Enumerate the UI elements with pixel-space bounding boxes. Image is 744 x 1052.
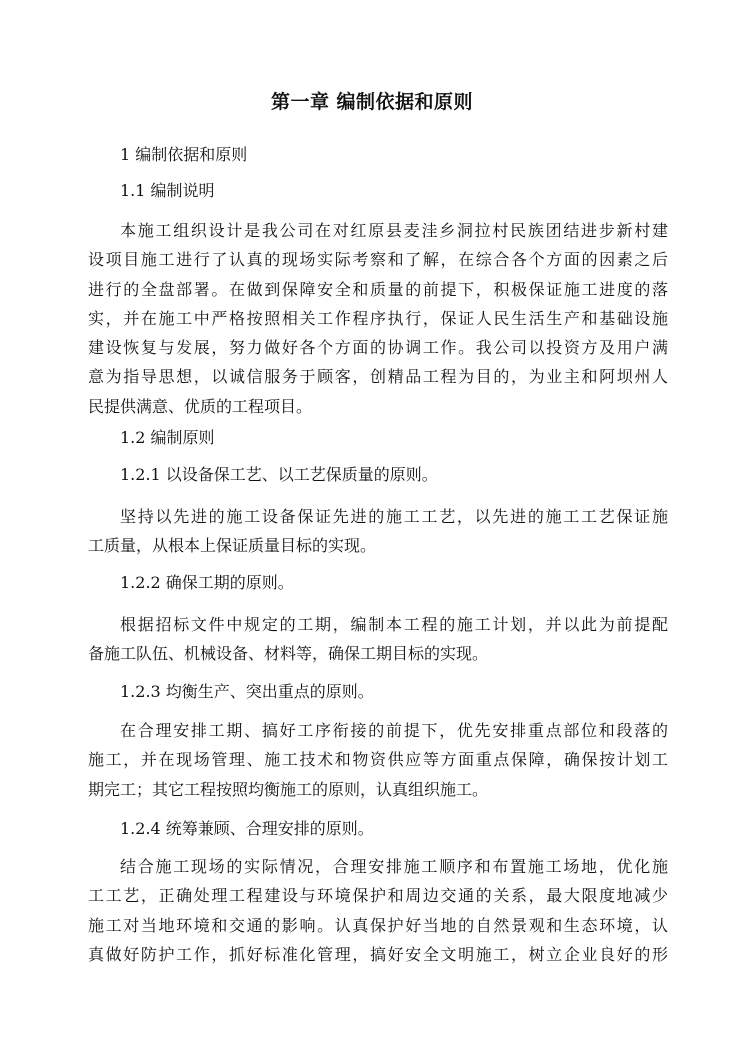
section-heading-1-2-4: 1.2.4 统筹兼顾、合理安排的原则。 — [120, 819, 374, 838]
paragraph-line: 工工艺，正确处理工程建设与环境保护和周边交通的关系，最大限度地减少 — [88, 886, 668, 906]
paragraph-line: 意为指导思想，以诚信服务于顾客，创精品工程为目的，为业主和阿坝州人 — [88, 367, 668, 387]
paragraph-line: 建设恢复与发展，努力做好各个方面的协调工作。我公司以投资方及用户满 — [88, 338, 668, 358]
paragraph-line: 施工，并在现场管理、施工技术和物资供应等方面重点保障，确保按计划工 — [88, 750, 668, 770]
section-heading-1-2-1: 1.2.1 以设备保工艺、以工艺保质量的原则。 — [120, 465, 438, 484]
paragraph-1-2-1 — [88, 502, 668, 561]
paragraph-1-2-4 — [88, 852, 668, 969]
paragraph-line: 工质量，从根本上保证质量目标的实现。 — [88, 536, 377, 556]
paragraph-line: 本施工组织设计是我公司在对红原县麦洼乡洞拉村民族团结进步新村建 — [120, 221, 668, 240]
section-heading-1: 1 编制依据和原则 — [120, 145, 248, 164]
paragraph-intro — [88, 216, 668, 421]
paragraph-line: 民提供满意、优质的工程项目。 — [88, 396, 313, 416]
section-heading-1-2-2: 1.2.2 确保工期的原则。 — [120, 573, 294, 592]
section-heading-1-2-3: 1.2.3 均衡生产、突出重点的原则。 — [120, 682, 374, 701]
section-heading-1-1: 1.1 编制说明 — [120, 181, 215, 200]
paragraph-line: 结合施工现场的实际情况，合理安排施工顺序和布置施工场地，优化施 — [120, 857, 668, 876]
paragraph-line: 实，并在施工中严格按照相关工作程序执行，保证人民生活生产和基础设施 — [88, 308, 668, 328]
paragraph-line: 备施工队伍、机械设备、材料等，确保工期目标的实现。 — [88, 644, 489, 664]
paragraph-line: 设项目施工进行了认真的现场实际考察和了解，在综合各个方面的因素之后 — [88, 250, 668, 270]
paragraph-line: 在合理安排工期、搞好工序衔接的前提下，优先安排重点部位和段落的 — [120, 721, 668, 740]
paragraph-1-2-2 — [88, 610, 668, 669]
paragraph-line: 进行的全盘部署。在做到保障安全和质量的前提下，积极保证施工进度的落 — [88, 279, 668, 299]
paragraph-1-2-3 — [88, 716, 668, 804]
paragraph-line: 施工对当地环境和交通的影响。认真保护好当地的自然景观和生态环境，认 — [88, 915, 668, 935]
chapter-title: 第一章 编制依据和原则 — [270, 91, 474, 113]
paragraph-line: 根据招标文件中规定的工期，编制本工程的施工计划，并以此为前提配 — [120, 615, 668, 634]
paragraph-line: 期完工；其它工程按照均衡施工的原则，认真组织施工。 — [88, 779, 489, 799]
section-heading-1-2: 1.2 编制原则 — [120, 428, 215, 447]
paragraph-line: 真做好防护工作，抓好标准化管理，搞好安全文明施工，树立企业良好的形 — [88, 944, 668, 964]
paragraph-line: 坚持以先进的施工设备保证先进的施工工艺，以先进的施工工艺保证施 — [120, 507, 668, 526]
